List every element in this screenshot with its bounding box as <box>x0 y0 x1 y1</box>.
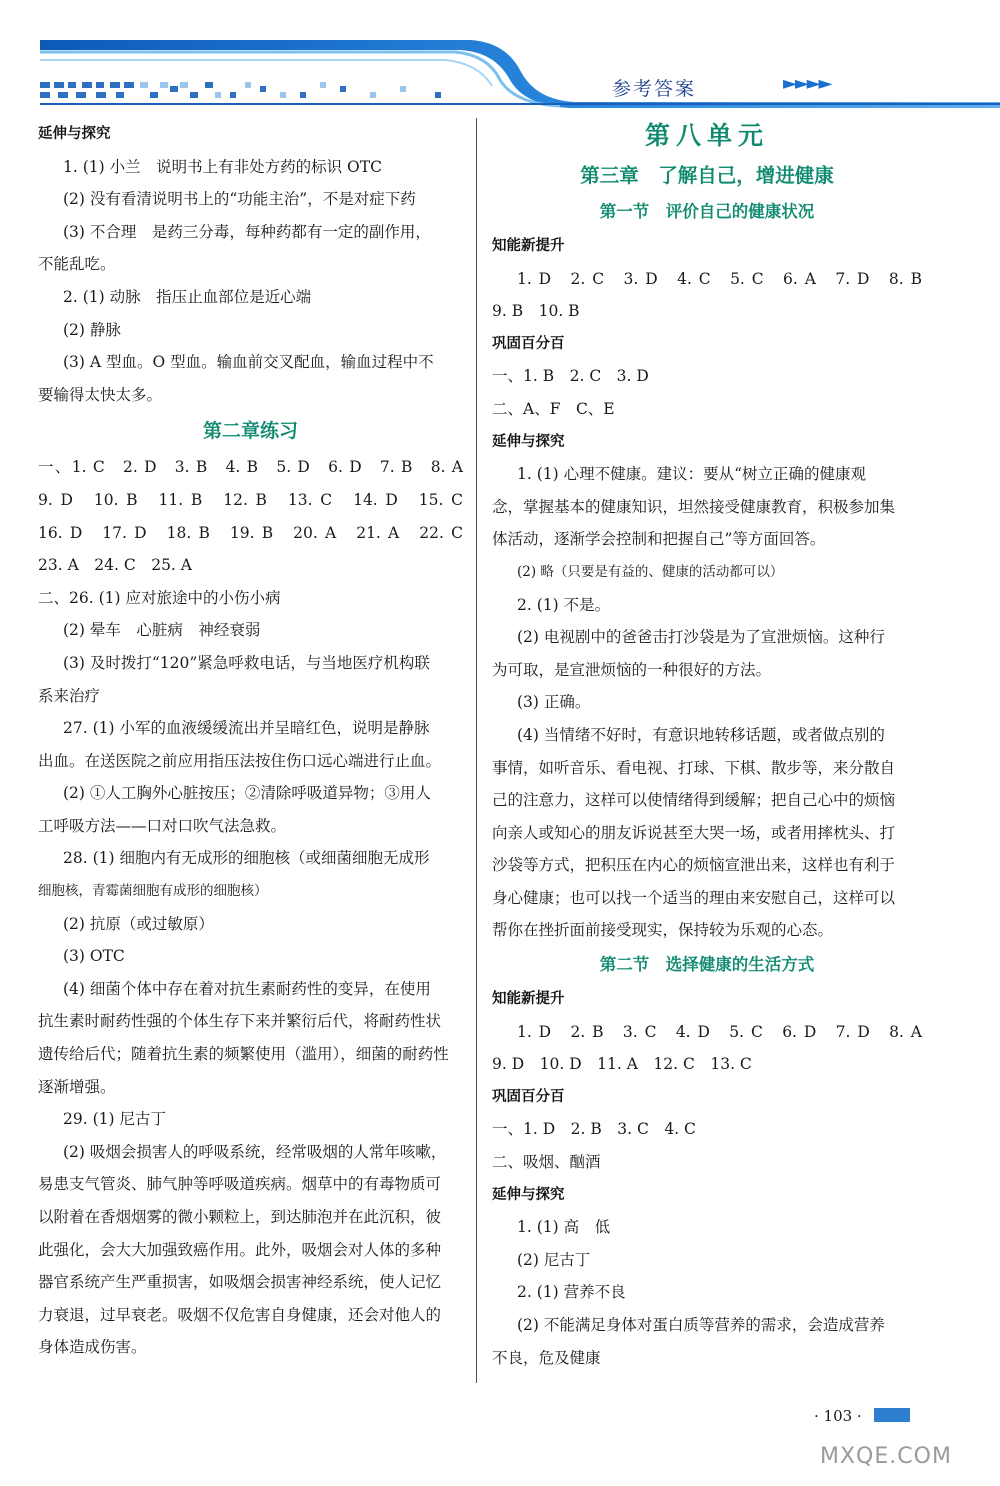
answer-line: 1. D 2. B 3. C 4. D 5. C 6. D 7. D 8. A <box>517 1022 922 1041</box>
answer-line: 1. D 2. C 3. D 4. C 5. C 6. A 7. D 8. B <box>517 269 922 288</box>
text-line: (2) 不能满足身体对蛋白质等营养的需求，会造成营养 <box>517 1316 885 1334</box>
text-line: 要输得太快太多。 <box>38 385 163 404</box>
text-line: 1. (1) 小兰 说明书上有非处方药的标识 OTC <box>63 157 382 176</box>
page-number: · 103 · <box>814 1407 862 1425</box>
text-line: 逐渐增强。 <box>38 1077 116 1096</box>
chapter-heading: 第二章练习 <box>202 420 298 443</box>
unit-heading: 第八单元 <box>644 121 769 150</box>
text-line: 9. B 10. B <box>492 302 580 321</box>
text-line: 不能乱吃。 <box>38 255 116 274</box>
text-line: 2. (1) 不是。 <box>517 595 611 614</box>
text-line: 不良，危及健康 <box>492 1348 601 1367</box>
section-heading: 巩固百分百 <box>492 1088 565 1105</box>
text-line: 2. (1) 营养不良 <box>517 1283 626 1302</box>
text-line: 27. (1) 小军的血液缓缓流出并呈暗红色，说明是静脉 <box>63 719 430 738</box>
text-line: 1. (1) 高 低 <box>517 1218 611 1237</box>
text-line: (2) 晕车 心脏病 神经衰弱 <box>63 621 261 640</box>
text-line: 出血。在送医院之前应用指压法按住伤口远心端进行止血。 <box>38 751 442 770</box>
answer-line: 9. D 10. B 11. B 12. B 13. C 14. D 15. C <box>38 490 463 509</box>
text-line: 向亲人或知心的朋友诉说甚至大哭一场，或者用摔枕头、打 <box>492 823 896 842</box>
text-line: 身体造成伤害。 <box>38 1338 147 1357</box>
right-column <box>492 118 922 1374</box>
text-line: 为可取，是宣泄烦恼的一种很好的方法。 <box>492 660 772 679</box>
text-line: (3) 不合理 是药三分毒，每种药都有一定的副作用， <box>63 222 431 241</box>
section-heading: 知能新提升 <box>492 991 565 1008</box>
column-divider <box>476 118 477 1383</box>
text-line: 23. A 24. C 25. A <box>38 556 192 575</box>
text-line: 念，掌握基本的健康知识，坦然接受健康教育，积极参加集 <box>492 497 896 516</box>
text-line: 细胞核，青霉菌细胞有成形的细胞核） <box>38 883 268 900</box>
header-arrows-icon: ►►►► <box>783 73 831 94</box>
text-line: 工呼吸方法——口对口吹气法急救。 <box>38 816 287 835</box>
text-line: (2) 吸烟会损害人的呼吸系统，经常吸烟的人常年咳嗽， <box>63 1142 447 1161</box>
section-heading: 巩固百分百 <box>492 335 565 352</box>
text-line: 此强化，会大大加强致癌作用。此外，吸烟会对人体的多种 <box>38 1240 442 1259</box>
header-decoration <box>0 0 1000 115</box>
answer-line: 16. D 17. D 18. B 19. B 20. A 21. A 22. C <box>38 523 463 542</box>
section-heading: 延伸与探究 <box>492 1186 565 1203</box>
left-column <box>38 118 463 1364</box>
text-line: 系来治疗 <box>38 686 101 705</box>
text-line: (2) 没有看清说明书上的“功能主治”，不是对症下药 <box>63 190 416 209</box>
watermark: MXQE.COM <box>820 1444 952 1469</box>
text-line: 身心健康；也可以找一个适当的理由来安慰自己，这样可以 <box>492 888 896 907</box>
text-line: (2) ①人工胸外心脏按压；②清除呼吸道异物；③用人 <box>63 784 431 803</box>
text-line: 力衰退，过早衰老。吸烟不仅危害自身健康，还会对他人的 <box>38 1305 442 1324</box>
text-line: (4) 细菌个体中存在着对抗生素耐药性的变异，在使用 <box>63 979 431 998</box>
section-heading: 知能新提升 <box>492 238 565 254</box>
text-line: 易患支气管炎、肺气肿等呼吸道疾病。烟草中的有毒物质可 <box>38 1175 442 1194</box>
section-heading: 延伸与探究 <box>38 126 111 142</box>
text-line: (3) A 型血。O 型血。输血前交叉配血，输血过程中不 <box>63 353 434 372</box>
text-line: (2) 静脉 <box>63 320 121 339</box>
text-line: 遗传给后代；随着抗生素的频繁使用（滥用），细菌的耐药性 <box>38 1045 449 1064</box>
text-line: 以附着在香烟烟雾的微小颗粒上，到达肺泡并在此沉积，彼 <box>38 1208 442 1226</box>
chapter-heading: 第三章 了解自己，增进健康 <box>580 164 834 187</box>
page-header-banner <box>0 0 1000 115</box>
text-line: (4) 当情绪不好时，有意识地转移话题，或者做点别的 <box>517 725 885 744</box>
header-title: 参考答案 <box>612 78 697 100</box>
text-line: 29. (1) 尼古丁 <box>63 1110 166 1129</box>
text-line: 2. (1) 动脉 指压止血部位是近心端 <box>63 287 312 306</box>
page-footer <box>800 1398 1000 1486</box>
text-line: 9. D 10. D 11. A 12. C 13. C <box>492 1055 752 1074</box>
text-line: 沙袋等方式，把积压在内心的烦恼宣泄出来，这样也有利于 <box>492 856 896 875</box>
text-line: 体活动，逐渐学会控制和把握自己”等方面回答。 <box>492 530 826 549</box>
text-line: (2) 尼古丁 <box>517 1250 591 1269</box>
text-line: 28. (1) 细胞内有无成形的细胞核（或细菌细胞无成形 <box>63 849 430 868</box>
text-line: (3) 正确。 <box>517 693 591 712</box>
text-line: 1. (1) 心理不健康。建议：要从“树立正确的健康观 <box>517 465 867 484</box>
text-line: 器官系统产生严重损害，如吸烟会损害神经系统，使人记忆 <box>38 1273 442 1292</box>
text-line: (3) OTC <box>63 947 125 966</box>
text-line: (2) 电视剧中的爸爸击打沙袋是为了宣泄烦恼。这种行 <box>517 628 885 647</box>
subsection-heading: 第二节 选择健康的生活方式 <box>599 955 815 975</box>
text-line: 二、A、F C、E <box>492 399 615 418</box>
text-line: (3) 及时拨打“120”紧急呼救电话，与当地医疗机构联 <box>63 653 430 672</box>
text-line: 抗生素时耐药性强的个体生存下来并繁衍后代，将耐药性状 <box>38 1012 442 1031</box>
answer-line: 一、1. C 2. D 3. B 4. B 5. D 6. D 7. B 8. A <box>38 458 463 477</box>
text-line: 己的注意力，这样可以使情绪得到缓解；把自己心中的烦恼 <box>492 791 896 810</box>
text-line: (2) 抗原（或过敏原） <box>63 914 214 933</box>
text-line: (2) 略（只要是有益的、健康的活动都可以） <box>517 563 784 580</box>
text-line: 帮你在挫折面前接受现实，保持较为乐观的心态。 <box>492 921 834 940</box>
text-line: 二、吸烟、酗酒 <box>492 1153 601 1172</box>
text-line: 事情，如听音乐、看电视、打球、下棋、散步等，来分散自 <box>492 758 896 777</box>
text-line: 一、1. B 2. C 3. D <box>492 367 649 386</box>
page-number-bar <box>874 1408 910 1422</box>
text-line: 二、26. (1) 应对旅途中的小伤小病 <box>38 588 281 607</box>
text-line: 一、1. D 2. B 3. C 4. C <box>492 1120 696 1139</box>
subsection-heading: 第一节 评价自己的健康状况 <box>599 202 815 221</box>
section-heading: 延伸与探究 <box>492 433 565 450</box>
